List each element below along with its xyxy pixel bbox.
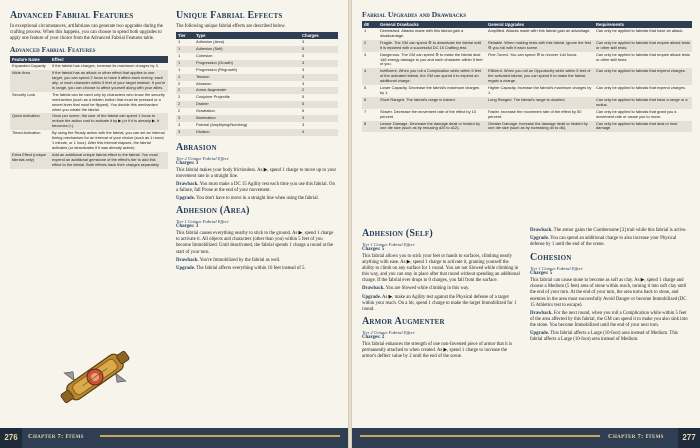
table-cell: Timed Activation [12, 130, 41, 136]
table-row [10, 92, 168, 114]
drawback-label: Drawback. [362, 286, 385, 292]
upgrade-text: You can spend an additional charge to also increase your Physical defense by 1 until the end of the scene. [530, 236, 677, 248]
left-page [0, 0, 348, 448]
adhesion-self-text: This fabrial allows you to stick your feet or hands to surfaces, climbing nearly anything with ease. As ▶, spend 1 charge to activate it, granting yourself the ability to climb on any surface for 1 round. You are not Slowed while climbing in this way, and you can stay in place after that round without spending an additional charge. If the fabrial ever drops to 0 charges, you fall from the surface. [362, 254, 520, 284]
table-row [362, 109, 692, 121]
table-cell: 1 [178, 39, 181, 45]
table-cell: 5 [300, 101, 338, 108]
left-footer-bar [0, 428, 348, 448]
table-cell: Adhesion (Area) [196, 39, 225, 45]
table-row [176, 94, 338, 101]
fabrial-device-illustration [50, 332, 140, 422]
table-header: General Drawbacks [378, 21, 486, 28]
table-cell: Drainer [194, 101, 300, 108]
table-cell: Gravitation [196, 108, 215, 114]
table-cell: Diminished. Attacks made with this fabrial gain a disadvantage. [380, 28, 464, 38]
table-cell: Greater Damage. Increase the damage dealt or healed by one die size (such as by increasing d4 to d6). [486, 121, 594, 133]
table-cell: 7 [364, 108, 367, 114]
upgrade-text: As ▶, make an Agility test against the Physical defense of a target within your reach. On a hit, spend 1 charge to make the target Immobilized for 1 round. [362, 294, 517, 312]
table-header: Requirements [594, 21, 692, 28]
table-cell: 5 [300, 46, 338, 53]
table-row [362, 52, 692, 69]
table-cell: Add an additional unique fabrial effect to the fabrial. You must expend an additional gemstone of the effect's tier to add this effect to the fabrial. Both effects track their charges separately. [50, 152, 168, 169]
cohesion-charges: Charges: 5 [530, 271, 553, 277]
armor-augmenter-text: This fabrial enhances the strength of one non-Invested piece of armor that it is permanently attached to when created. As ▶, spend 1 charge to increase the armor's deflect value by 2 until the end of the scene. [362, 341, 513, 360]
footer-ornament [100, 435, 340, 437]
cohesion-text: This fabrial can cause stone to become as soft as clay. As ▶, spend 1 charge and choose a Medium (5 feet) area of stone within reach, turning it into soft clay until the end of your turn. At the end of your turn, the area turns back to stone, and enemies in the area must successfully Avoid Danger or become Immobilized (DC 15 Athletics test to escape). [530, 278, 687, 308]
chapter-label: Chapter 7: Items [608, 433, 664, 440]
upgrade-text: You don't have to move in a straight line when using the fabrial. [196, 196, 319, 202]
right-column-1 [362, 228, 520, 362]
table-cell: 5 [302, 52, 305, 58]
table-header: Effect [50, 56, 168, 63]
table-cell: 8 [362, 121, 378, 133]
adhesion-area-title: Adhesion (Area) [176, 205, 250, 217]
table-cell: Can only be applied to fabrials that have a range or a radius. [594, 97, 692, 109]
table-cell: Abrasion [196, 80, 212, 86]
table-cell: Cohesion [196, 52, 213, 58]
table-cell: Higher Capacity. Increase the fabrial's maximum charges by 1. [488, 85, 592, 95]
table-cell: 3 [300, 60, 338, 67]
armor-augmenter-subtitle: Tier 2 Unique Fabrial Effect [362, 329, 415, 335]
table-cell: 4 [362, 68, 378, 85]
right-column-2 [530, 228, 690, 345]
armor-augmenter-title: Armor Augmenter [362, 315, 445, 327]
table-cell: 3 [300, 74, 338, 81]
table-cell: 3 [300, 115, 338, 122]
table-cell: If the fabrial has charges, increase its maximum charges by 3. [52, 63, 159, 69]
table-row [176, 60, 338, 67]
upgrade-label: Upgrade. [362, 294, 382, 300]
upgrade-label: Upgrade. [176, 265, 196, 271]
table-cell: 2 [176, 87, 194, 94]
abrasion-drawback [176, 182, 338, 194]
table-cell: Dangerous. The GM can spend ⚙ to make the fabrial deal 1d6 energy damage to you and each character within 5 feet of you. [380, 51, 483, 67]
table-row [362, 40, 692, 52]
upgrade-text: This fabrial affects a Large (10-foot) area instead of Medium. This fabrial affects a Large (10-foot) area instead of Medium. [530, 331, 678, 343]
table-header: Type [194, 32, 300, 39]
adhesion-self-title: Adhesion (Self) [362, 228, 433, 239]
left-column-2 [176, 10, 338, 274]
table-cell: Short Ranged. The fabrial's range is halved. [378, 97, 486, 109]
advanced-features-intro: In exceptional circumstances, artifabrians can generate two upgrades during the crafting process. When this happens, you can choose to spend both upgrades to apply one feature of your choice from the Advanced Fabrial Features table. [10, 24, 163, 42]
table-row [176, 101, 338, 108]
abrasion-charges: Charges: 3 [176, 160, 199, 166]
table-cell: Lesser Damage. Decrease the damage dealt or healed by one die size (such as by reducing d20 to d12). [378, 121, 486, 133]
table-cell: Progression (Growth) [194, 60, 300, 67]
table-cell: Once per scene, the user of the fabrial can spend 1 focus to reduce the action cost to activate it by ▶ (or if it is already ▶, it becomes ▷). [50, 113, 168, 130]
adhesion-area-subtitle: Tier 1 Unique Fabrial Effect [176, 219, 229, 225]
upgrades-section [362, 10, 692, 132]
abrasion-text: This fabrial makes your body frictionless. As ▶, spend 1 charge to move up to your movement rate in a straight line. [176, 167, 337, 179]
table-row [176, 108, 338, 115]
upgrades-drawbacks-table [362, 21, 692, 132]
table-cell: 2 [178, 94, 181, 100]
table-cell: Fragile. The GM can spend ⚙ to deactivate the fabrial until it is repaired with a successful DC 15 Crafting test. [378, 40, 486, 52]
table-row [10, 113, 168, 130]
adhesion-area-drawback [176, 258, 338, 264]
table-cell: Can only be applied to fabrials that grant you a movement rate or cause you to move. [596, 108, 677, 119]
table-cell: 1 [176, 74, 194, 81]
table-cell: Inefficient. When you roll a Complication while within 5 feet of the activated fabrial, the GM can spend it to expend an additional charge. [378, 68, 486, 85]
table-cell: 3 [302, 80, 305, 86]
cohesion-title: Cohesion [530, 252, 572, 264]
table-cell: Armor Augmenter [194, 87, 300, 94]
abrasion-subtitle: Tier 2 Unique Fabrial Effect [176, 155, 229, 161]
cohesion-upgrade [530, 331, 690, 343]
table-row [362, 85, 692, 97]
table-cell: Fine-Tuned. You can spend ⚙ to recover 1d4 focus. [488, 51, 578, 57]
table-cell: Quick Activation [10, 113, 50, 130]
table-header: d8 [362, 21, 378, 28]
table-cell: Painrial (Amplifying/Numbing) [196, 121, 248, 127]
table-cell: Can only be applied to fabrials that expend charges. [596, 85, 686, 91]
table-cell: Long Ranged. The fabrial's range is doubled. [486, 97, 594, 109]
table-cell: Amplified. Attacks made with this fabrial gain an advantage. [488, 28, 591, 33]
table-cell: Progression (Regrowth) [196, 66, 238, 72]
table-cell: 3 [364, 51, 367, 57]
table-cell: Can only be applied to fabrials that require attack tests or other skill tests. [594, 40, 692, 52]
cohesion-subtitle: Tier 1 Unique Fabrial Effect [530, 266, 583, 272]
table-cell: Can only be applied to fabrials that deal or heal damage. [594, 121, 692, 133]
table-cell: 1 [178, 52, 181, 58]
drawback-label: Drawback. [176, 257, 199, 263]
table-cell: 3 [302, 121, 305, 127]
table-row [176, 122, 338, 129]
footer-ornament [360, 435, 600, 437]
table-cell: 2 [178, 108, 181, 114]
table-cell: Wide Area [10, 70, 50, 92]
table-cell: Can only be applied to fabrials that have an attack. [596, 28, 684, 33]
table-header: Feature Name [10, 56, 50, 63]
upgrades-table-title: Fabrial Upgrades and Drawbacks [362, 10, 467, 19]
adhesion-self-subtitle: Tier 1 Unique Fabrial Effect [362, 242, 415, 247]
table-cell: 3 [178, 121, 181, 127]
drawback-text: For the next round, when you roll a Complication while within 5 feet of the area affected by this fabrial, the GM can spend it to make you also sink into the stone. You become Immobilized until the end of your next turn. [530, 310, 688, 328]
drawback-label: Drawback. [176, 181, 199, 187]
abrasion-title: Abrasion [176, 141, 217, 153]
table-row [176, 53, 338, 60]
right-footer-bar [352, 428, 700, 448]
table-cell: Conjoiner Projectile [196, 94, 230, 100]
table-cell: Extra Effect (unique fabrials only) [10, 152, 50, 169]
upgrade-label: Upgrade. [530, 236, 550, 242]
table-row [176, 39, 338, 46]
table-cell: 1 [364, 28, 367, 33]
features-table-title: Advanced Fabrial Features [10, 45, 96, 55]
table-cell: 3 [302, 66, 305, 72]
table-row [176, 74, 338, 81]
right-page [352, 0, 700, 448]
table-row [176, 46, 338, 53]
unique-effects-title: Unique Fabrial Effects [176, 10, 283, 21]
table-row [362, 28, 692, 40]
adhesion-area-upgrade [176, 266, 338, 272]
table-cell: 2 [176, 101, 194, 108]
table-cell: 5 [302, 108, 305, 114]
table-row [176, 115, 338, 122]
table-cell: Can only be applied to fabrials that require attack tests or other skill tests. [596, 51, 690, 62]
table-cell: 3 [302, 39, 305, 45]
table-cell: 3 [176, 129, 194, 136]
table-row [10, 130, 168, 152]
table-cell: Can only be applied to fabrials that expend charges. [594, 68, 692, 85]
table-cell: 2 [300, 87, 338, 94]
adhesion-self-drawback [362, 286, 520, 292]
page-number: 277 [678, 428, 700, 448]
table-cell: Efficient. When you roll an Opportunity while within 5 feet of the activated fabrial, you can spend it to make the fabrial regain a charge. [486, 68, 594, 85]
drawback-label: Drawback. [530, 310, 553, 316]
page-number: 276 [0, 428, 22, 448]
table-row [362, 121, 692, 133]
table-row [362, 68, 692, 85]
drawback-text: You're Immobilized by the fabrial as well. [199, 257, 281, 263]
drawback-text: You must make a DC 15 Agility test each time you use this fabrial. On a failure, fall Prone at the end of your movement. [176, 181, 335, 194]
table-row [10, 63, 168, 70]
chapter-label: Chapter 7: Items [28, 433, 84, 440]
armor-augmenter-upgrade [530, 236, 690, 248]
table-row [176, 67, 338, 74]
upgrade-label: Upgrade. [176, 196, 196, 202]
abrasion-upgrade [176, 196, 338, 202]
table-row [362, 97, 692, 109]
upgrade-text: The fabrial affects everything within 10 feet instead of 5. [196, 265, 306, 271]
unique-effects-intro: The following unique fabrial effects are described below. [176, 24, 286, 29]
table-row [10, 70, 168, 92]
left-column-1 [10, 10, 168, 169]
table-cell: 4 [300, 129, 338, 136]
table-cell: Illumination [194, 115, 300, 122]
table-cell: The fabrial can be used only by characters who know the security mechanism (such as a hidden button that must be pressed or a secret lever that must be flipped). You decide this mechanism when you create the fabrial. [52, 91, 165, 112]
drawback-text: The armor gains the Cumbersome [3] trait while this fabrial is active. [553, 228, 687, 233]
upgrade-label: Upgrade. [530, 331, 550, 337]
table-cell: 2 [362, 40, 378, 52]
adhesion-area-charges: Charges: 3 [176, 224, 199, 230]
table-row [10, 152, 168, 169]
cohesion-drawback [530, 311, 690, 329]
adhesion-self-upgrade [362, 295, 520, 313]
table-cell: If the fabrial has an attack or other effect that applies to one target, you can spend 2 focus to have it affect each enemy, each ally, or each character within 5 feet of your target instead. If you're in range, you can choose to affect yourself along with your allies. [50, 70, 168, 92]
table-cell: 2 [178, 80, 181, 86]
table-cell: Tension [194, 74, 300, 81]
table-cell: 1 [178, 66, 181, 72]
table-cell: Security Lock [12, 91, 36, 97]
table-cell: 1 [176, 46, 194, 53]
table-cell: 3 [176, 115, 194, 122]
unique-effects-table [176, 32, 338, 136]
table-cell: 5 [364, 85, 367, 91]
table-header: Tier [176, 32, 194, 39]
table-cell: Adhesion (Self) [194, 46, 300, 53]
table-cell: 6 [362, 97, 378, 109]
table-cell: 1 [176, 60, 194, 67]
table-cell: Faster. Increase the movement rate of the effect by 50 percent. [488, 108, 582, 119]
table-cell: Lower Capacity. Decrease the fabrial's maximum charges by 1. [380, 85, 480, 95]
armor-augmenter-charges: Charges: 2 [362, 334, 385, 340]
table-row [176, 129, 338, 136]
drawback-label: Drawback. [530, 228, 553, 233]
armor-augmenter-drawback [530, 228, 690, 234]
table-row [176, 81, 338, 88]
table-cell: Reliable. When making tests with this fabrial, ignore the first ⚙ you roll with it each scene. [486, 40, 594, 52]
adhesion-area-text: This fabrial causes everything nearby to stick to the ground. As ▶, spend 1 charge to activate it. All objects and characters (other than you) within 5 feet of you become Immobilized. Until deactivated, the fabrial spends 1 charge a round at the start of your turn. [176, 231, 334, 255]
table-row [176, 87, 338, 94]
table-header: Charges [300, 32, 338, 39]
advanced-features-table [10, 56, 168, 168]
adhesion-self-charges: Charges: 5 [362, 247, 385, 252]
table-cell: Slower. Decrease the movement rate of the effect by 10 percent. [380, 108, 476, 119]
drawback-text: You are Slowed while climbing in this way. [385, 286, 470, 292]
table-cell: By using the Ready action with the fabrial, you can set an internal timing mechanism for an interval of your choice (such as 1 round, 1 minute, or 1 hour). After this interval elapses, the fabrial activates (or deactivates if it was already active). [52, 130, 165, 150]
table-header: General Upgrades [486, 21, 594, 28]
table-cell: Division [194, 129, 300, 136]
table-cell: 5 [302, 94, 305, 100]
advanced-features-title: Advanced Fabrial Features [10, 10, 134, 21]
table-cell: Expanded Capacity [12, 63, 46, 69]
